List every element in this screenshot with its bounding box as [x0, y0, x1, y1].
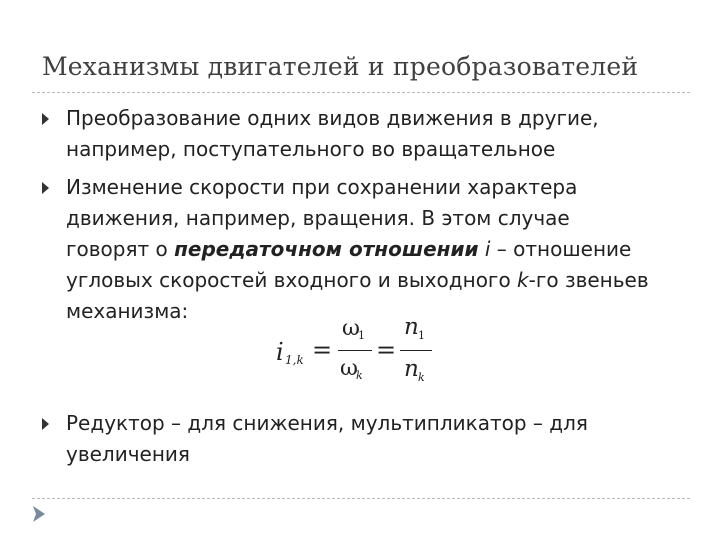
footer-divider: [32, 498, 690, 499]
formula-subscript: 1: [358, 329, 365, 342]
bullet-line: например, поступательного во вращательное: [66, 137, 556, 161]
bullet-item-1: [66, 103, 686, 165]
bullet-item-3: [66, 408, 686, 470]
formula-lhs-subscript: 1,k: [285, 353, 304, 367]
symbol-k: k: [517, 268, 529, 292]
bullet-line: [66, 265, 686, 296]
fraction-bar: [338, 350, 372, 351]
bullet-line: движения, например, вращения. В этом случае: [66, 206, 570, 230]
bullet-line: Изменение скорости при сохранении характера: [66, 175, 578, 199]
formula-n-numerator: n: [404, 314, 419, 340]
bullet-line: увеличения: [66, 442, 190, 466]
bullet-line: Редуктор – для снижения, мультипликатор – для: [66, 411, 588, 435]
emphasized-term: передаточном отношении: [174, 237, 479, 261]
text-run: говорят о: [66, 237, 175, 261]
formula-equals: =: [376, 336, 397, 364]
slide-title: Механизмы двигателей и преобразователей: [42, 52, 639, 81]
bullet-line: механизма:: [66, 299, 189, 323]
text-run: угловых скоростей входного и выходного: [66, 268, 518, 292]
formula-subscript: k: [418, 371, 425, 384]
bullet-line: [66, 234, 686, 265]
title-divider: [32, 92, 690, 93]
text-run: – отношение: [490, 237, 632, 261]
formula-omega-denominator: ω: [340, 356, 358, 381]
gear-ratio-formula: [276, 316, 436, 388]
formula-equals: =: [312, 336, 333, 364]
bullet-arrow-icon: [42, 113, 49, 125]
bullet-arrow-icon: [42, 418, 49, 430]
fraction-bar: [400, 350, 432, 351]
formula-omega-numerator: ω: [342, 316, 360, 341]
formula-n-denominator: n: [404, 356, 419, 382]
text-run: -го звеньев: [528, 268, 649, 292]
next-slide-arrow-icon[interactable]: [30, 504, 48, 524]
formula-subscript: k: [356, 369, 363, 382]
symbol-i: i: [478, 237, 491, 261]
formula-subscript: 1: [418, 329, 425, 342]
bullet-item-2: [66, 172, 686, 327]
formula-lhs: i: [276, 338, 284, 366]
bullet-arrow-icon: [42, 182, 49, 194]
bullet-line: Преобразование одних видов движения в другие,: [66, 106, 599, 130]
